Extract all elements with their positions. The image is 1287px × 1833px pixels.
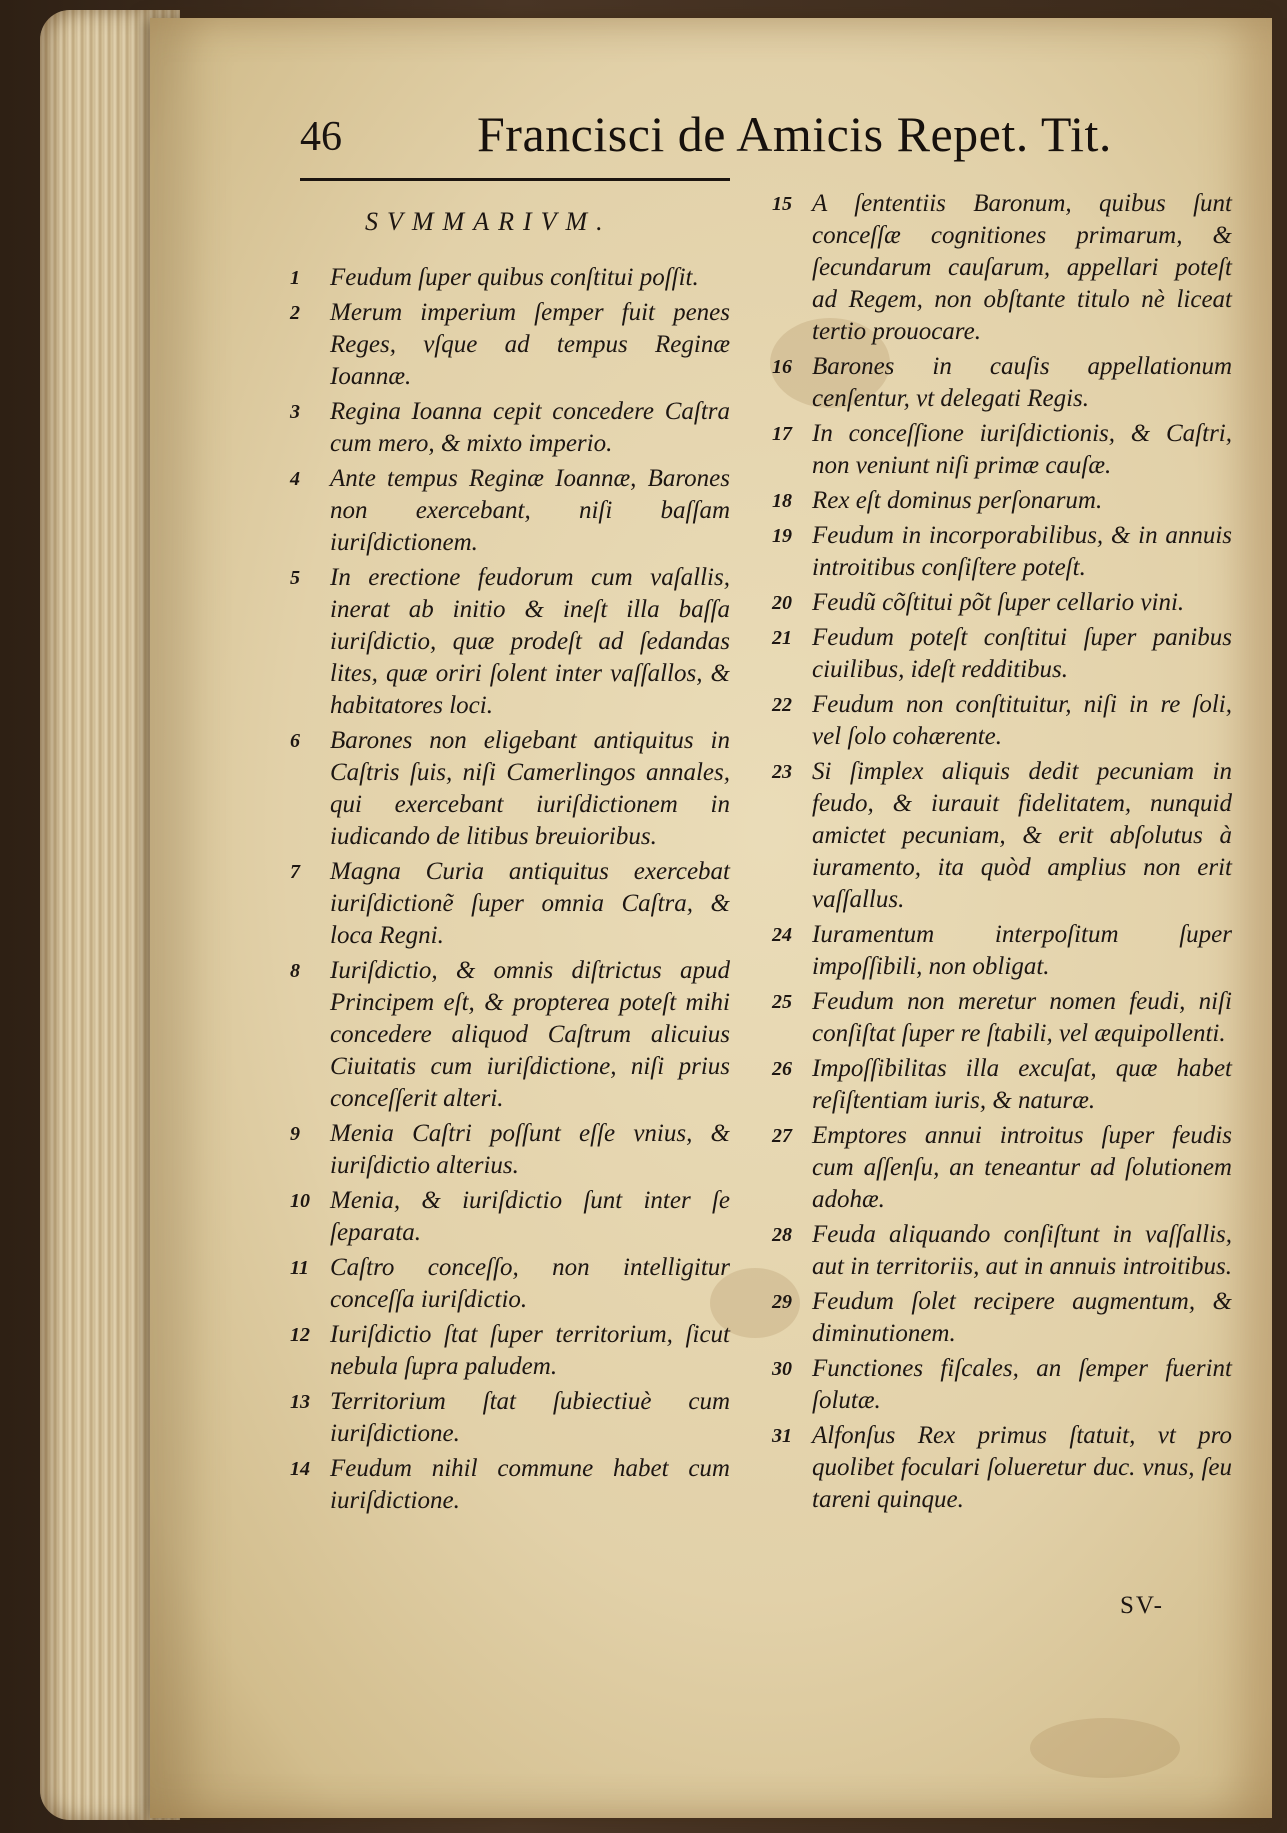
entry-number: 29: [772, 1291, 792, 1313]
summary-entry: [290, 1118, 730, 1182]
entry-text: Feudum non conſtituitur, niſi in re ſoli, vel ſolo cohærente.: [812, 691, 1232, 750]
entry-text: Rex eſt dominus perſonarum.: [812, 487, 1103, 514]
entry-number: 31: [772, 1425, 792, 1447]
summary-entry: [290, 297, 730, 393]
summary-entry: [290, 1185, 730, 1249]
summary-entry: [772, 1286, 1232, 1350]
summary-entry: [290, 262, 730, 294]
entry-number: 28: [772, 1224, 792, 1246]
entry-number: 6: [290, 730, 300, 752]
entry-number: 11: [290, 1257, 309, 1279]
entry-number: 1: [290, 267, 300, 289]
entry-text: Merum imperium ſemper fuit penes Reges, vſque ad tempus Reginæ Ioannæ.: [330, 299, 730, 390]
entry-number: 2: [290, 302, 300, 324]
entry-number: 13: [290, 1391, 310, 1413]
summary-entry: [772, 689, 1232, 753]
entry-text: Caſtro conceſſo, non intelligitur conceſſa iuriſdictio.: [330, 1254, 730, 1313]
page-header: [300, 105, 1112, 175]
entry-text: Regina Ioanna cepit concedere Caſtra cum mero, & mixto imperio.: [330, 398, 730, 457]
summary-entry: [772, 587, 1232, 619]
entry-text: In conceſſione iuriſdictionis, & Caſtri, non veniunt niſi primæ cauſæ.: [812, 420, 1232, 479]
entry-number: 9: [290, 1123, 300, 1145]
entry-text: Menia Caſtri poſſunt eſſe vnius, & iuriſdictio alterius.: [330, 1120, 730, 1179]
entry-number: 16: [772, 356, 792, 378]
entry-number: 27: [772, 1125, 792, 1147]
summary-entry: [290, 1453, 730, 1517]
summary-entry: [290, 1252, 730, 1316]
summary-entry: [772, 1420, 1232, 1516]
summary-column-left: [290, 262, 730, 1520]
summary-entry: [290, 1386, 730, 1450]
entry-number: 21: [772, 627, 792, 649]
summary-entry: [772, 418, 1232, 482]
entry-text: Menia, & iuriſdictio ſunt inter ſe ſeparata.: [330, 1187, 730, 1246]
summary-entry: [290, 463, 730, 559]
entry-number: 12: [290, 1324, 310, 1346]
summary-entry: [772, 520, 1232, 584]
entry-number: 14: [290, 1458, 310, 1480]
summary-entry: [772, 485, 1232, 517]
entry-number: 25: [772, 991, 792, 1013]
summary-entry: [772, 756, 1232, 916]
page-number: 46: [300, 114, 342, 160]
entry-number: 7: [290, 861, 300, 883]
entry-number: 22: [772, 694, 792, 716]
summary-entry: [772, 1120, 1232, 1216]
foxing-stain: [1030, 1718, 1180, 1778]
entry-text: In erectione feudorum cum vaſallis, inerat ab initio & ineſt illa baſſa iuriſdictio, quæ prodeſt ad ſedandas lites, quæ oriri ſolent inter vaſſallos, & habitatores loci.: [330, 564, 730, 719]
entry-text: Feudũ cõſtitui põt ſuper cellario vini.: [812, 589, 1185, 616]
entry-text: Iuriſdictio, & omnis diſtrictus apud Principem eſt, & propterea poteſt mihi concedere aliquod Caſtrum alicuius Ciuitatis cum iuriſdictione, niſi prius conceſſerit alteri.: [330, 957, 730, 1112]
summary-entry: [290, 725, 730, 853]
summary-entry: [772, 1053, 1232, 1117]
entry-text: Feudum non meretur nomen feudi, niſi conſiſtat ſuper re ſtabili, vel æquipollenti.: [812, 988, 1232, 1047]
summary-entry: [772, 1219, 1232, 1283]
entry-number: 24: [772, 924, 792, 946]
summary-entry: [772, 1353, 1232, 1417]
summary-entry: [772, 986, 1232, 1050]
entry-text: Feudum ſolet recipere augmentum, & diminutionem.: [812, 1288, 1232, 1347]
summary-entry: [772, 919, 1232, 983]
entry-number: 17: [772, 423, 792, 445]
summary-entry: [772, 351, 1232, 415]
entry-text: Feuda aliquando conſiſtunt in vaſſallis, aut in territoriis, aut in annuis introitibus.: [812, 1221, 1232, 1280]
entry-text: Feudum poteſt conſtitui ſuper panibus ciuilibus, ideſt redditibus.: [812, 624, 1232, 683]
running-title: Francisci de Amicis Repet. Tit.: [477, 106, 1112, 162]
entry-number: 3: [290, 401, 300, 423]
summary-entry: [290, 1319, 730, 1383]
entry-text: Ante tempus Reginæ Ioannæ, Barones non exercebant, niſi baſſam iuriſdictionem.: [330, 465, 730, 556]
entry-text: Territorium ſtat ſubiectiuè cum iuriſdictione.: [330, 1388, 730, 1447]
summary-entry: [772, 622, 1232, 686]
entry-text: Feudum in incorporabilibus, & in annuis introitibus conſiſtere poteſt.: [812, 522, 1232, 581]
entry-text: Si ſimplex aliquis dedit pecuniam in feudo, & iurauit fidelitatem, nunquid amictet pecuniam, & erit abſolutus à iuramento, ita quòd amplius non erit vaſſallus.: [812, 758, 1232, 913]
entry-number: 19: [772, 525, 792, 547]
entry-number: 18: [772, 490, 792, 512]
header-rule: [300, 178, 730, 181]
summary-entry: [772, 188, 1232, 348]
entry-text: Iuramentum interpoſitum ſuper impoſſibili, non obligat.: [812, 921, 1232, 980]
entry-number: 23: [772, 761, 792, 783]
entry-number: 8: [290, 960, 300, 982]
summary-entry: [290, 396, 730, 460]
summary-entry: [290, 955, 730, 1115]
summary-heading: SVMMARIVM.: [365, 207, 612, 236]
entry-text: Functiones fiſcales, an ſemper fuerint ſolutæ.: [812, 1355, 1232, 1414]
entry-number: 15: [772, 193, 792, 215]
catchword: SV-: [1120, 1592, 1164, 1619]
summary-entry: [290, 856, 730, 952]
entry-text: Iuriſdictio ſtat ſuper territorium, ſicut nebula ſupra paludem.: [330, 1321, 730, 1380]
entry-number: 10: [290, 1190, 310, 1212]
entry-text: Feudum nihil commune habet cum iuriſdictione.: [330, 1455, 730, 1514]
entry-number: 5: [290, 567, 300, 589]
entry-text: Feudum ſuper quibus conſtitui poſſit.: [330, 264, 699, 291]
entry-number: 30: [772, 1358, 792, 1380]
entry-text: Barones in cauſis appellationum cenſentur, vt delegati Regis.: [812, 353, 1232, 412]
entry-text: Impoſſibilitas illa excuſat, quæ habet reſiſtentiam iuris, & naturæ.: [812, 1055, 1232, 1114]
entry-text: A ſententiis Baronum, quibus ſunt conceſſæ cognitiones primarum, & ſecundarum cauſarum, appellari poteſt ad Regem, non obſtante titulo nè liceat tertio prouocare.: [812, 190, 1232, 345]
entry-number: 4: [290, 468, 300, 490]
entry-text: Barones non eligebant antiquitus in Caſtris ſuis, niſi Camerlingos annales, qui exercebant iuriſdictionem in iudicando de litibus breuioribus.: [330, 727, 730, 850]
summary-column-right: [772, 188, 1232, 1519]
entry-number: 20: [772, 592, 792, 614]
summary-entry: [290, 562, 730, 722]
entry-text: Alfonſus Rex primus ſtatuit, vt pro quolibet foculari ſolueretur duc. vnus, ſeu tareni quinque.: [812, 1422, 1232, 1513]
entry-number: 26: [772, 1058, 792, 1080]
entry-text: Emptores annui introitus ſuper feudis cum aſſenſu, an teneantur ad ſolutionem adohæ.: [812, 1122, 1232, 1213]
entry-text: Magna Curia antiquitus exercebat iuriſdictionẽ ſuper omnia Caſtra, & loca Regni.: [330, 858, 730, 949]
